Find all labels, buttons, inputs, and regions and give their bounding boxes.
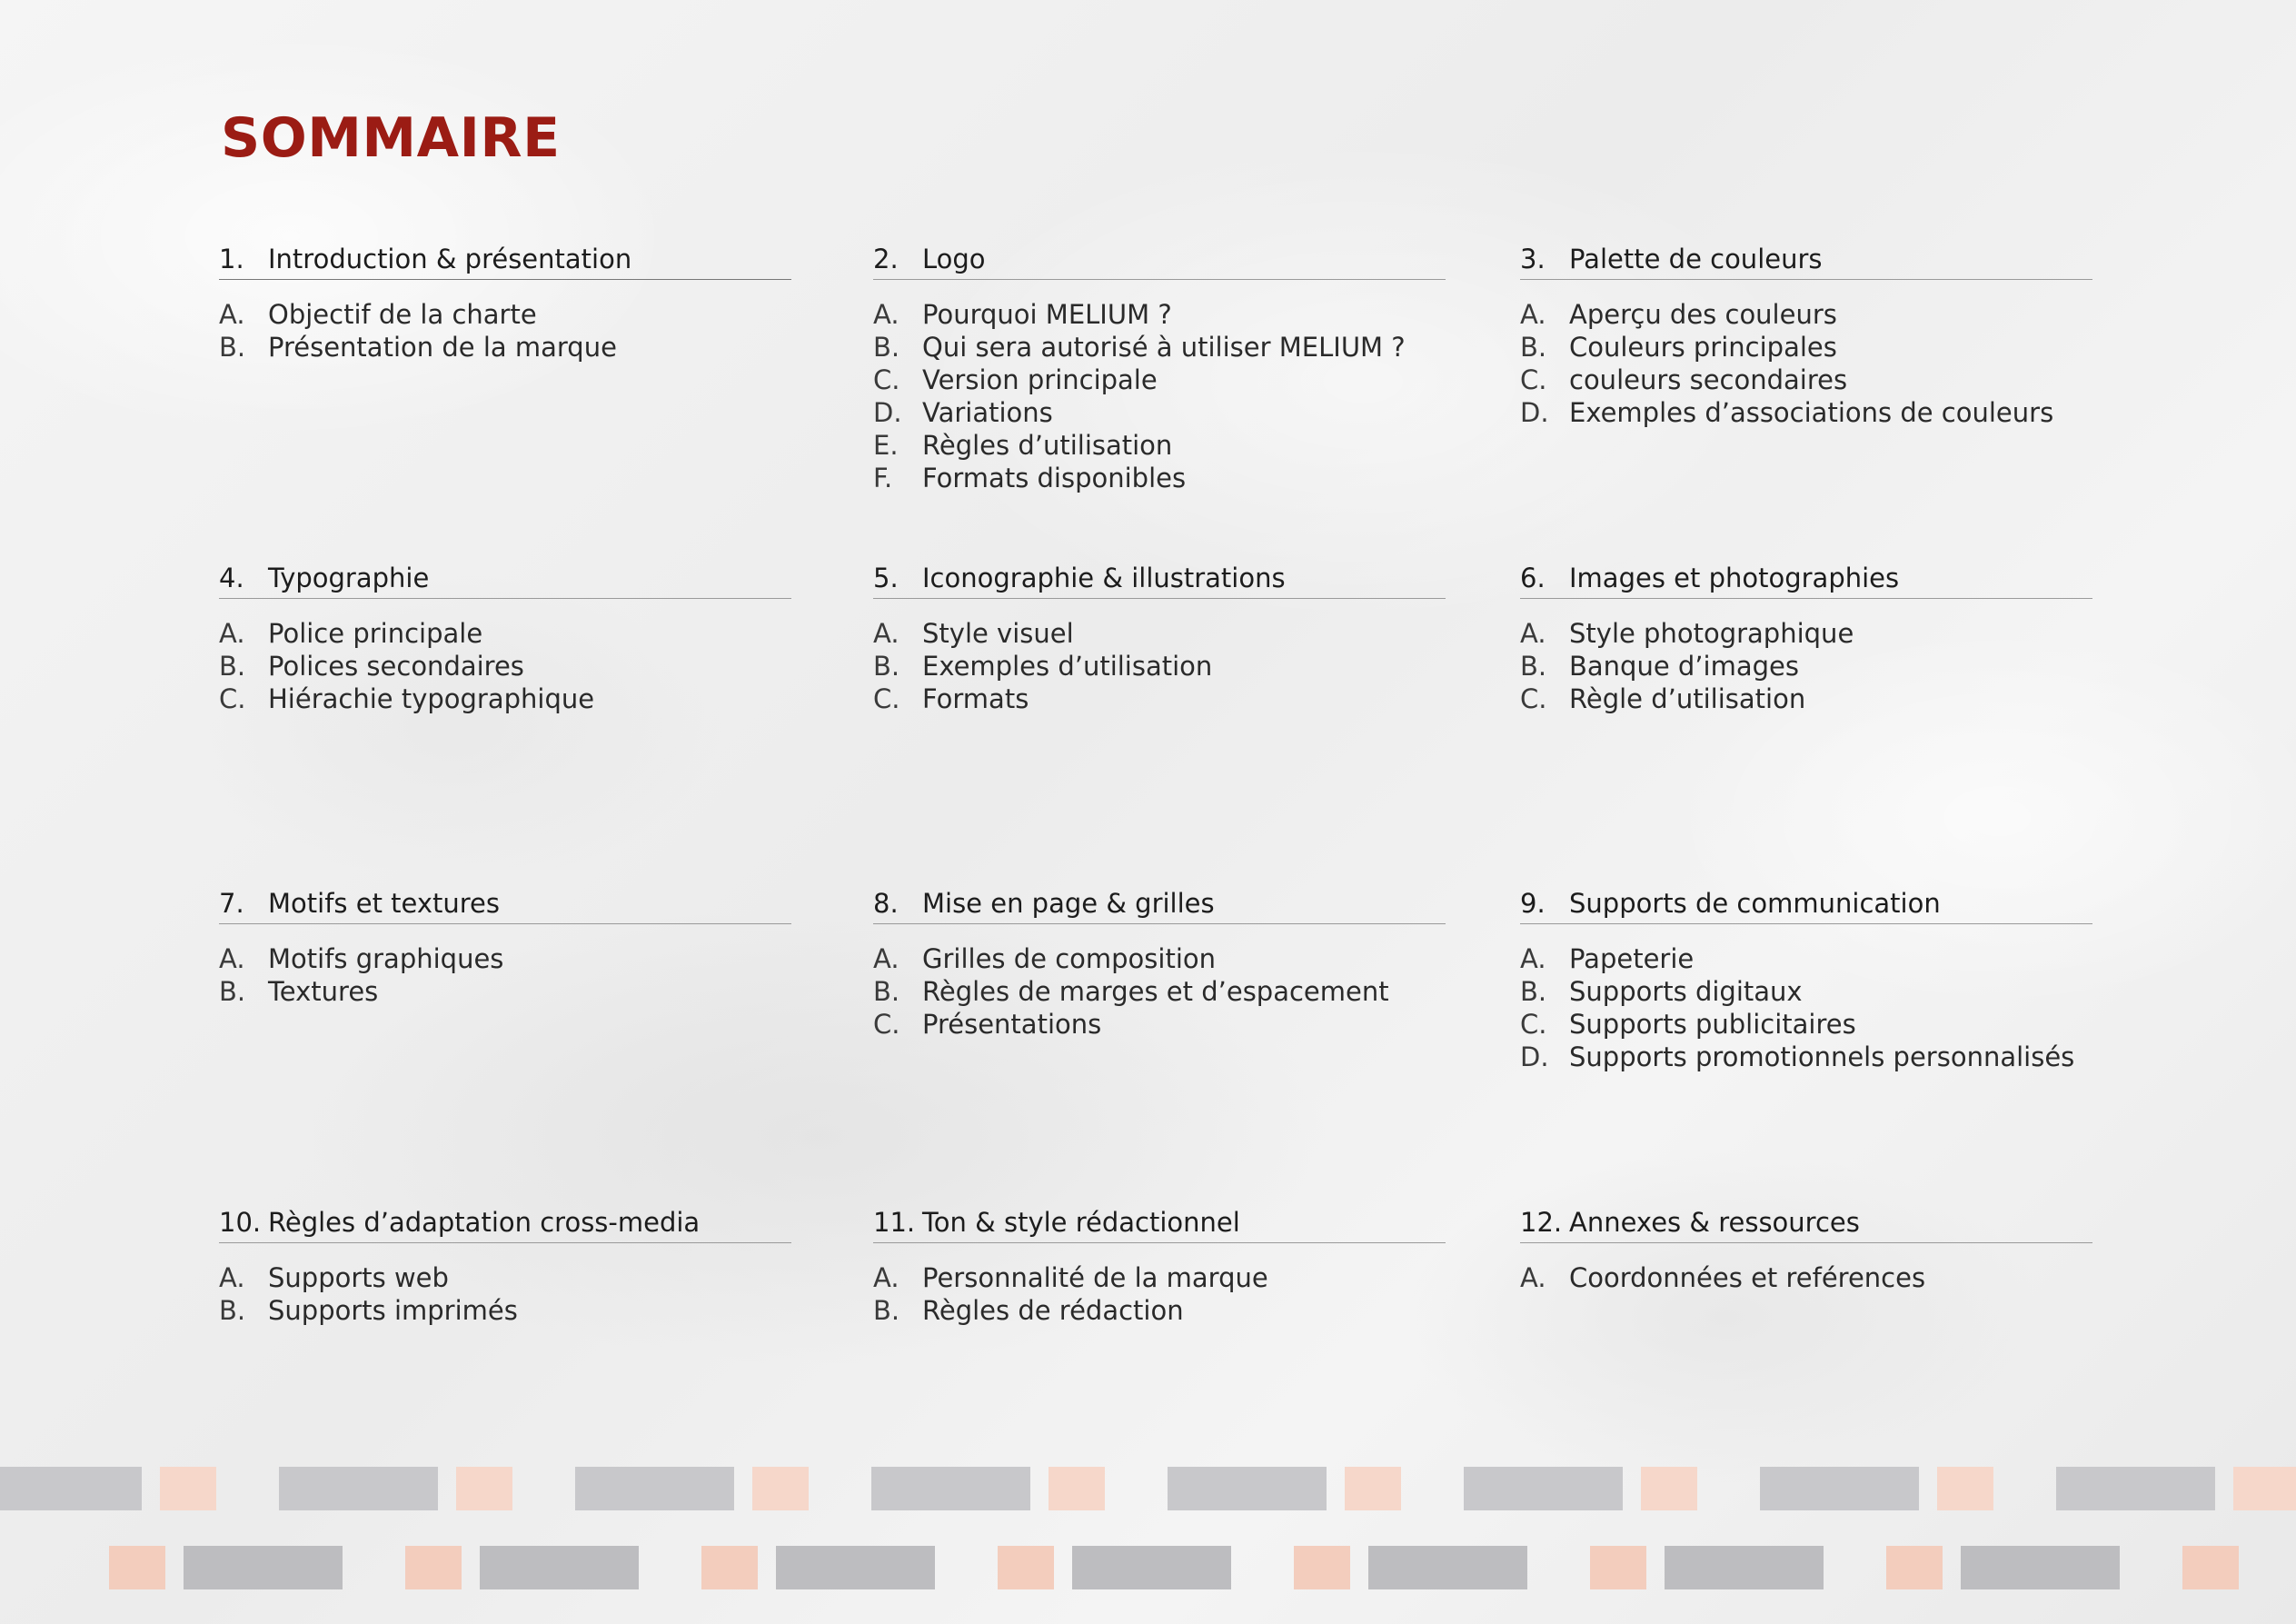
list-item[interactable] [1520, 1008, 2092, 1041]
list-item[interactable] [1520, 650, 2092, 682]
item-letter: B. [873, 331, 900, 363]
item-label: Style visuel [922, 617, 1074, 649]
item-letter: D. [1520, 1041, 1549, 1072]
item-letter: D. [873, 396, 902, 428]
pattern-block [1368, 1546, 1527, 1589]
pattern-block [1760, 1467, 1919, 1510]
section-items [873, 298, 1446, 494]
toc-section-5 [873, 563, 1446, 715]
section-title: Images et photographies [1569, 563, 1900, 593]
list-item[interactable] [1520, 942, 2092, 975]
pattern-block [279, 1467, 438, 1510]
section-title: Motifs et textures [268, 888, 501, 919]
list-item[interactable] [219, 682, 791, 715]
item-label: Supports web [268, 1261, 449, 1293]
item-label: Version principale [922, 364, 1158, 395]
item-label: Exemples d’utilisation [922, 650, 1213, 682]
item-label: Police principale [268, 617, 483, 649]
section-number: 3. [1520, 244, 1546, 274]
toc-section-9 [1520, 888, 2092, 1073]
item-letter: A. [1520, 617, 1546, 649]
item-label: Pourquoi MELIUM ? [922, 298, 1172, 330]
section-items [219, 1261, 791, 1327]
item-letter: B. [873, 650, 900, 682]
section-number: 6. [1520, 563, 1546, 593]
list-item[interactable] [219, 617, 791, 650]
pattern-block [1345, 1467, 1401, 1510]
list-item[interactable] [1520, 331, 2092, 364]
pattern-block [405, 1546, 462, 1589]
pattern-block [1641, 1467, 1697, 1510]
item-letter: A. [873, 942, 900, 974]
item-label: Aperçu des couleurs [1569, 298, 1837, 330]
list-item[interactable] [873, 331, 1446, 364]
item-letter: A. [219, 298, 245, 330]
list-item[interactable] [873, 1261, 1446, 1294]
toc-section-7 [219, 888, 791, 1008]
section-number: 7. [219, 888, 244, 919]
item-letter: A. [1520, 942, 1546, 974]
section-number: 10. [219, 1207, 262, 1238]
item-label: Règles d’utilisation [922, 429, 1173, 461]
item-letter: A. [873, 298, 900, 330]
item-letter: D. [1520, 396, 1549, 428]
section-heading[interactable] [1520, 244, 2092, 280]
toc-section-8 [873, 888, 1446, 1041]
item-label: couleurs secondaires [1569, 364, 1848, 395]
pattern-block [1464, 1467, 1623, 1510]
section-items [219, 617, 791, 715]
section-heading[interactable] [873, 563, 1446, 599]
item-label: Exemples d’associations de couleurs [1569, 396, 2054, 428]
item-letter: A. [1520, 298, 1546, 330]
toc-section-12 [1520, 1207, 2092, 1294]
item-letter: C. [873, 682, 900, 714]
pattern-block [1049, 1467, 1105, 1510]
item-label: Couleurs principales [1569, 331, 1837, 363]
item-letter: B. [219, 331, 246, 363]
item-letter: B. [219, 650, 246, 682]
pattern-block [184, 1546, 343, 1589]
list-item[interactable] [873, 298, 1446, 331]
list-item[interactable] [1520, 1041, 2092, 1073]
list-item[interactable] [219, 975, 791, 1008]
item-label: Textures [268, 975, 379, 1007]
section-title: Ton & style rédactionnel [922, 1207, 1240, 1238]
toc-section-6 [1520, 563, 2092, 715]
item-letter: F. [873, 462, 893, 493]
section-items [219, 298, 791, 364]
section-heading[interactable] [873, 1207, 1446, 1243]
section-title: Introduction & présentation [268, 244, 632, 274]
pattern-block [1886, 1546, 1943, 1589]
item-label: Coordonnées et reférences [1569, 1261, 1926, 1293]
list-item[interactable] [219, 1261, 791, 1294]
pattern-block [752, 1467, 809, 1510]
list-item[interactable] [873, 364, 1446, 396]
item-label: Objectif de la charte [268, 298, 537, 330]
section-items [1520, 617, 2092, 715]
item-letter: C. [873, 1008, 900, 1040]
list-item[interactable] [1520, 298, 2092, 331]
item-letter: A. [873, 1261, 900, 1293]
item-label: Supports promotionnels personnalisés [1569, 1041, 2075, 1072]
pattern-block [456, 1467, 512, 1510]
item-label: Polices secondaires [268, 650, 524, 682]
pattern-block [1937, 1467, 1993, 1510]
item-label: Formats [922, 682, 1029, 714]
item-label: Papeterie [1569, 942, 1695, 974]
section-number: 2. [873, 244, 899, 274]
section-title: Iconographie & illustrations [922, 563, 1286, 593]
item-letter: A. [1520, 1261, 1546, 1293]
item-label: Présentation de la marque [268, 331, 617, 363]
item-letter: B. [1520, 650, 1547, 682]
pattern-block [1294, 1546, 1350, 1589]
item-label: Supports imprimés [268, 1294, 518, 1326]
item-letter: B. [873, 1294, 900, 1326]
decorative-pattern-row-2 [0, 1546, 2296, 1589]
section-items [1520, 1261, 2092, 1294]
list-item[interactable] [219, 1294, 791, 1327]
list-item[interactable] [219, 650, 791, 682]
pattern-block [871, 1467, 1030, 1510]
item-letter: A. [219, 1261, 245, 1293]
item-label: Qui sera autorisé à utiliser MELIUM ? [922, 331, 1406, 363]
section-title: Typographie [268, 563, 430, 593]
section-number: 5. [873, 563, 899, 593]
pattern-block [1072, 1546, 1231, 1589]
list-item[interactable] [873, 429, 1446, 462]
pattern-block [998, 1546, 1054, 1589]
item-label: Présentations [922, 1008, 1102, 1040]
list-item[interactable] [873, 650, 1446, 682]
item-letter: B. [1520, 975, 1547, 1007]
pattern-block [480, 1546, 639, 1589]
pattern-block [1961, 1546, 2120, 1589]
section-heading[interactable] [873, 888, 1446, 924]
decorative-pattern-row-1 [0, 1467, 2296, 1510]
list-item[interactable] [1520, 1261, 2092, 1294]
item-letter: A. [873, 617, 900, 649]
item-label: Variations [922, 396, 1053, 428]
section-heading[interactable] [1520, 563, 2092, 599]
section-title: Mise en page & grilles [922, 888, 1215, 919]
pattern-block [2056, 1467, 2215, 1510]
item-letter: B. [1520, 331, 1547, 363]
list-item[interactable] [873, 396, 1446, 429]
pattern-block [160, 1467, 216, 1510]
list-item[interactable] [873, 1008, 1446, 1041]
item-letter: B. [219, 1294, 246, 1326]
item-letter: A. [219, 942, 245, 974]
section-heading[interactable] [873, 244, 1446, 280]
section-title: Supports de communication [1569, 888, 1941, 919]
item-label: Style photographique [1569, 617, 1854, 649]
item-label: Formats disponibles [922, 462, 1187, 493]
page-title: SOMMAIRE [221, 106, 561, 170]
section-number: 8. [873, 888, 899, 919]
toc-section-4 [219, 563, 791, 715]
pattern-block [1665, 1546, 1824, 1589]
pattern-block [776, 1546, 935, 1589]
list-item[interactable] [873, 975, 1446, 1008]
pattern-block [701, 1546, 758, 1589]
list-item[interactable] [219, 298, 791, 331]
list-item[interactable] [873, 462, 1446, 494]
list-item[interactable] [873, 1294, 1446, 1327]
toc-section-10 [219, 1207, 791, 1327]
section-title: Palette de couleurs [1569, 244, 1823, 274]
section-items [219, 942, 791, 1008]
section-items [873, 1261, 1446, 1327]
pattern-block [0, 1467, 142, 1510]
pattern-block [109, 1546, 165, 1589]
section-title: Logo [922, 244, 986, 274]
pattern-block [2182, 1546, 2239, 1589]
section-number: 1. [219, 244, 244, 274]
list-item[interactable] [873, 617, 1446, 650]
pattern-block [575, 1467, 734, 1510]
pattern-block [1590, 1546, 1646, 1589]
section-items [873, 617, 1446, 715]
section-title: Règles d’adaptation cross-media [268, 1207, 701, 1238]
toc-section-2 [873, 244, 1446, 494]
list-item[interactable] [873, 682, 1446, 715]
list-item[interactable] [1520, 364, 2092, 396]
item-label: Supports digitaux [1569, 975, 1803, 1007]
item-label: Règles de marges et d’espacement [922, 975, 1389, 1007]
section-heading[interactable] [219, 888, 791, 924]
item-letter: C. [1520, 364, 1547, 395]
toc-section-1 [219, 244, 791, 364]
section-items [1520, 298, 2092, 429]
item-label: Personnalité de la marque [922, 1261, 1268, 1293]
list-item[interactable] [1520, 975, 2092, 1008]
pattern-block [1168, 1467, 1327, 1510]
section-title: Annexes & ressources [1569, 1207, 1860, 1238]
item-letter: E. [873, 429, 899, 461]
section-items [1520, 942, 2092, 1073]
item-letter: A. [219, 617, 245, 649]
item-letter: C. [1520, 1008, 1547, 1040]
section-heading[interactable] [1520, 888, 2092, 924]
item-letter: C. [219, 682, 246, 714]
list-item[interactable] [873, 942, 1446, 975]
item-label: Hiérachie typographique [268, 682, 595, 714]
list-item[interactable] [1520, 682, 2092, 715]
section-number: 12. [1520, 1207, 1563, 1238]
item-label: Motifs graphiques [268, 942, 504, 974]
section-number: 11. [873, 1207, 916, 1238]
section-heading[interactable] [219, 1207, 791, 1243]
item-label: Banque d’images [1569, 650, 1799, 682]
item-letter: C. [873, 364, 900, 395]
item-label: Règles de rédaction [922, 1294, 1184, 1326]
item-label: Grilles de composition [922, 942, 1217, 974]
item-label: Règle d’utilisation [1569, 682, 1806, 714]
toc-section-11 [873, 1207, 1446, 1327]
list-item[interactable] [219, 942, 791, 975]
item-letter: B. [873, 975, 900, 1007]
list-item[interactable] [219, 331, 791, 364]
section-heading[interactable] [1520, 1207, 2092, 1243]
section-number: 9. [1520, 888, 1546, 919]
item-label: Supports publicitaires [1569, 1008, 1856, 1040]
section-items [873, 942, 1446, 1041]
section-heading[interactable] [219, 563, 791, 599]
item-letter: B. [219, 975, 246, 1007]
list-item[interactable] [1520, 396, 2092, 429]
item-letter: C. [1520, 682, 1547, 714]
list-item[interactable] [1520, 617, 2092, 650]
section-heading[interactable] [219, 244, 791, 280]
pattern-block [2233, 1467, 2296, 1510]
section-number: 4. [219, 563, 244, 593]
toc-section-3 [1520, 244, 2092, 429]
